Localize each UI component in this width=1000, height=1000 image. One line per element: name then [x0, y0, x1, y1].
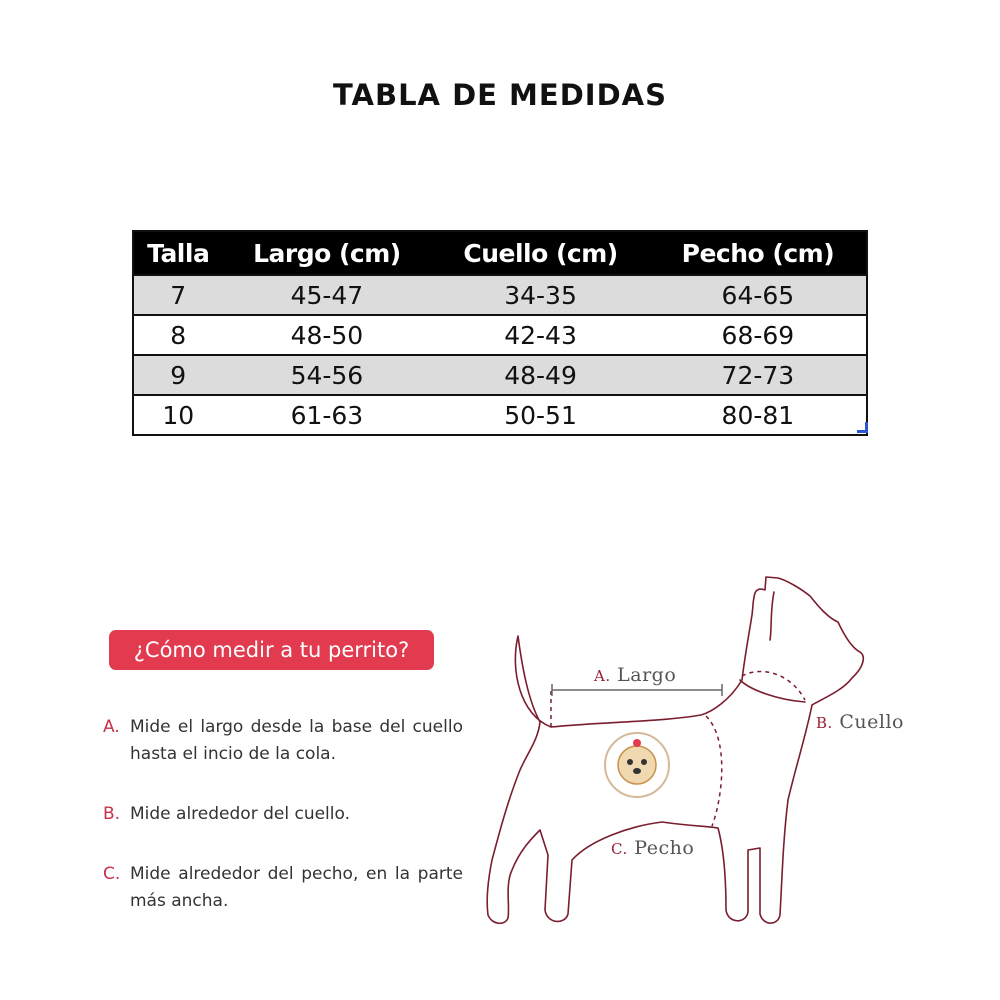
- cell-largo: 54-56: [222, 355, 431, 395]
- table-row: [133, 315, 867, 355]
- cell-talla: 9: [133, 355, 222, 395]
- label-largo: A. Largo: [594, 664, 677, 686]
- step-text: Mide el largo desde la base del cuello hasta el incio de la cola.: [130, 717, 463, 764]
- label-cuello: B. Cuello: [816, 711, 904, 733]
- brand-logo: [605, 733, 669, 797]
- step-c: [103, 861, 463, 915]
- step-letter: C.: [103, 864, 121, 884]
- step-a: [103, 714, 463, 768]
- step-b: [103, 801, 463, 828]
- dog-outline: [487, 577, 863, 923]
- cell-cuello: 34-35: [431, 275, 649, 315]
- cell-largo: 45-47: [222, 275, 431, 315]
- table-row: [133, 355, 867, 395]
- dog-ear-inner: [770, 592, 774, 640]
- step-letter: B.: [103, 804, 121, 824]
- table-header-row: [133, 231, 867, 275]
- cell-talla: 7: [133, 275, 222, 315]
- cell-pecho: 68-69: [650, 315, 867, 355]
- cell-talla: 8: [133, 315, 222, 355]
- dog-collar-front: [740, 680, 805, 702]
- label-pecho: C. Pecho: [611, 837, 695, 859]
- table-row: [133, 395, 867, 435]
- cell-cuello: 48-49: [431, 355, 649, 395]
- cell-pecho: 64-65: [650, 275, 867, 315]
- header-talla: Talla: [133, 231, 222, 275]
- cell-largo: 61-63: [222, 395, 431, 435]
- cell-largo: 48-50: [222, 315, 431, 355]
- cell-cuello: 50-51: [431, 395, 649, 435]
- table-row: [133, 275, 867, 315]
- header-cuello: Cuello (cm): [431, 231, 649, 275]
- cell-talla: 10: [133, 395, 222, 435]
- header-largo: Largo (cm): [222, 231, 431, 275]
- table-resize-handle: [857, 422, 868, 433]
- step-text: Mide alrededor del pecho, en la parte más ancha.: [130, 864, 463, 911]
- dog-measurement-diagram: [470, 560, 930, 940]
- cell-cuello: 42-43: [431, 315, 649, 355]
- chest-measure-line: [706, 716, 722, 826]
- cell-pecho: 72-73: [650, 355, 867, 395]
- step-text: Mide alrededor del cuello.: [130, 804, 351, 824]
- how-to-measure-badge: ¿Cómo medir a tu perrito?: [109, 630, 434, 670]
- page-title: TABLA DE MEDIDAS: [332, 78, 667, 112]
- header-pecho: Pecho (cm): [650, 231, 867, 275]
- size-table: [132, 230, 868, 436]
- cell-pecho: 80-81: [650, 395, 867, 435]
- step-letter: A.: [103, 717, 120, 737]
